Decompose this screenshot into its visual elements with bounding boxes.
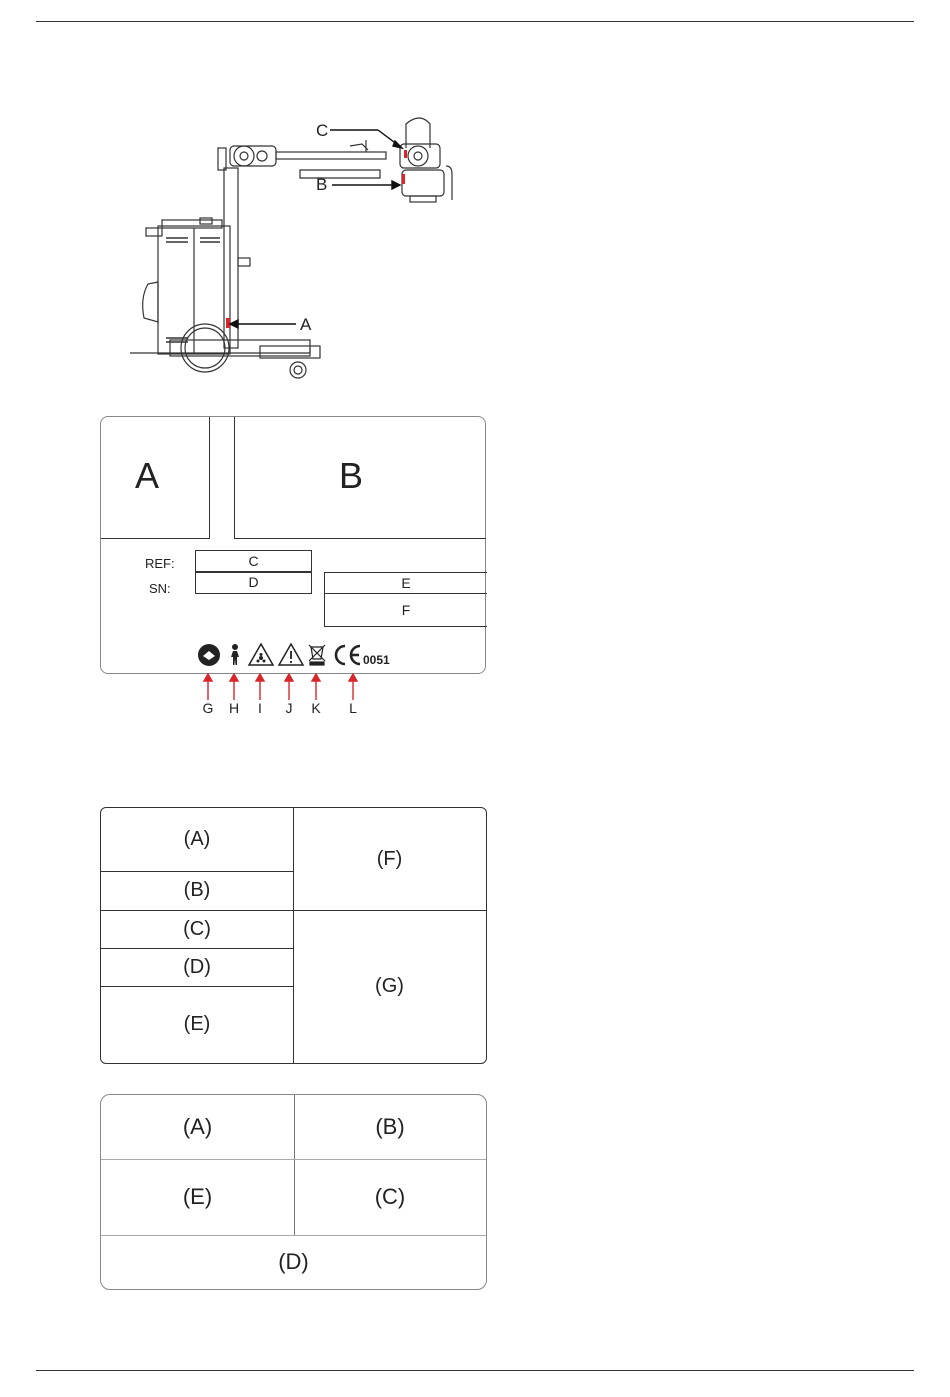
symbol-letter-l: L [349,700,357,716]
header-rule [36,21,914,22]
ref-label: REF: [145,556,175,571]
sn-box: D [195,572,312,594]
table1-cell-g: (G) [375,975,404,997]
table1-cell-c: (C) [183,917,211,940]
symbol-letter-h: H [228,700,240,716]
table1-cell-b: (B) [183,879,211,901]
table1-cell-d: (D) [183,955,211,978]
callout-c: C [316,121,329,140]
callout-a: A [300,315,312,334]
mobile-xray-unit-drawing [110,108,490,388]
symbol-pointer-arrows [100,672,400,702]
box-e: E [324,572,487,594]
general-warning-icon [279,644,303,665]
ce-mark-icon [336,646,360,664]
symbol-letters [100,700,400,720]
table2-cell-a: (A) [182,1114,213,1139]
table2-cell-b: (B) [375,1114,405,1139]
zone-a-letter: A [135,455,160,496]
table2-cell-e: (E) [182,1184,213,1209]
ce-notified-body-number: 0051 [363,653,390,667]
table2-cell-d: (D) [278,1249,309,1274]
footer-rule [36,1370,914,1371]
box-f: F [324,593,487,627]
table1-cell-a: (A) [183,828,211,850]
table1-cell-f: (F) [376,847,403,870]
symbol-letter-k: K [311,700,321,716]
type-b-applied-part-icon [231,644,239,665]
ref-box: C [195,550,312,572]
symbol-letter-g: G [202,700,214,716]
sn-label: SN: [149,581,171,596]
symbol-letter-j: J [285,700,293,716]
regulatory-symbols [197,643,407,667]
symbol-letter-i: I [258,700,262,716]
table2-cell-c: (C) [374,1184,406,1209]
radiation-warning-icon [249,644,273,665]
zone-b-letter: B [339,455,364,496]
label-layout-table-1 [100,807,487,1064]
table1-cell-e: (E) [183,1013,211,1035]
weee-bin-icon [309,645,325,665]
device-label-panel [100,416,486,674]
consult-manual-icon [198,644,220,666]
callout-b: B [316,175,328,194]
label-layout-table-2 [100,1094,487,1290]
